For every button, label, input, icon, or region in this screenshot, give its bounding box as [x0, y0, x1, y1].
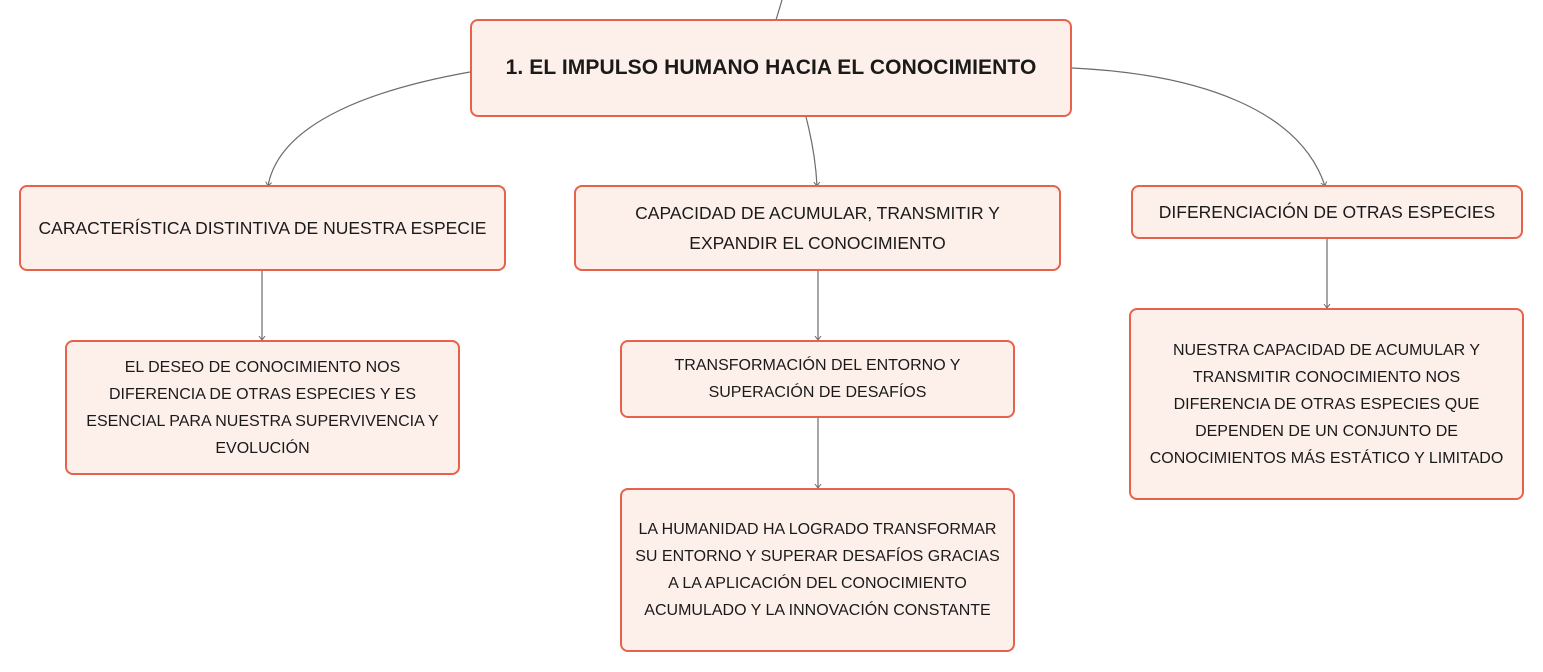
root-node-label: 1. EL IMPULSO HUMANO HACIA EL CONOCIMIENTO	[505, 56, 1037, 79]
subtopic-node-label: TRANSFORMACIÓN DEL ENTORNO Y SUPERACIÓN DE DESAFÍOS	[674, 357, 961, 401]
root-node[interactable]	[470, 19, 1072, 117]
subtopic-node-transformation[interactable]	[620, 340, 1015, 418]
detail-node-humanity-achievement[interactable]	[620, 488, 1015, 652]
connector-root-to-branch-2	[806, 117, 817, 186]
branch-node-label: DIFERENCIACIÓN DE OTRAS ESPECIES	[1158, 202, 1496, 222]
detail-node-accumulate-transmit[interactable]	[1129, 308, 1524, 500]
connector-root-to-branch-3	[1072, 68, 1325, 186]
detail-node-label: NUESTRA CAPACIDAD DE ACUMULAR Y TRANSMITIR CONOCIMIENTO NOS DIFERENCIA DE OTRAS ESPECIES QUE DEPENDEN DE UN CONJUNTO DE CONOCIMIENTOS MÁS ESTÁTICO Y LIMITADO	[1149, 341, 1504, 467]
detail-node-label: LA HUMANIDAD HA LOGRADO TRANSFORMAR SU ENTORNO Y SUPERAR DESAFÍOS GRACIAS A LA APLICACIÓN DEL CONOCIMIENTO ACUMULADO Y LA INNOVACIÓN CONSTANTE	[635, 521, 1000, 619]
connector-root-to-branch-1	[268, 72, 470, 186]
branch-node-differentiation[interactable]	[1131, 185, 1523, 239]
branch-node-knowledge-capacity[interactable]	[574, 185, 1061, 271]
detail-node-desire-knowledge[interactable]	[65, 340, 460, 475]
branch-node-distinctive-trait[interactable]	[19, 185, 506, 271]
branch-node-label: CARACTERÍSTICA DISTINTIVA DE NUESTRA ESPECIE	[38, 218, 487, 238]
connector-parent-to-root	[776, 0, 782, 20]
branch-node-label: CAPACIDAD DE ACUMULAR, TRANSMITIR Y EXPANDIR EL CONOCIMIENTO	[635, 203, 1000, 253]
detail-node-label: EL DESEO DE CONOCIMIENTO NOS DIFERENCIA DE OTRAS ESPECIES Y ES ESENCIAL PARA NUESTRA SUPERVIVENCIA Y EVOLUCIÓN	[86, 358, 439, 457]
